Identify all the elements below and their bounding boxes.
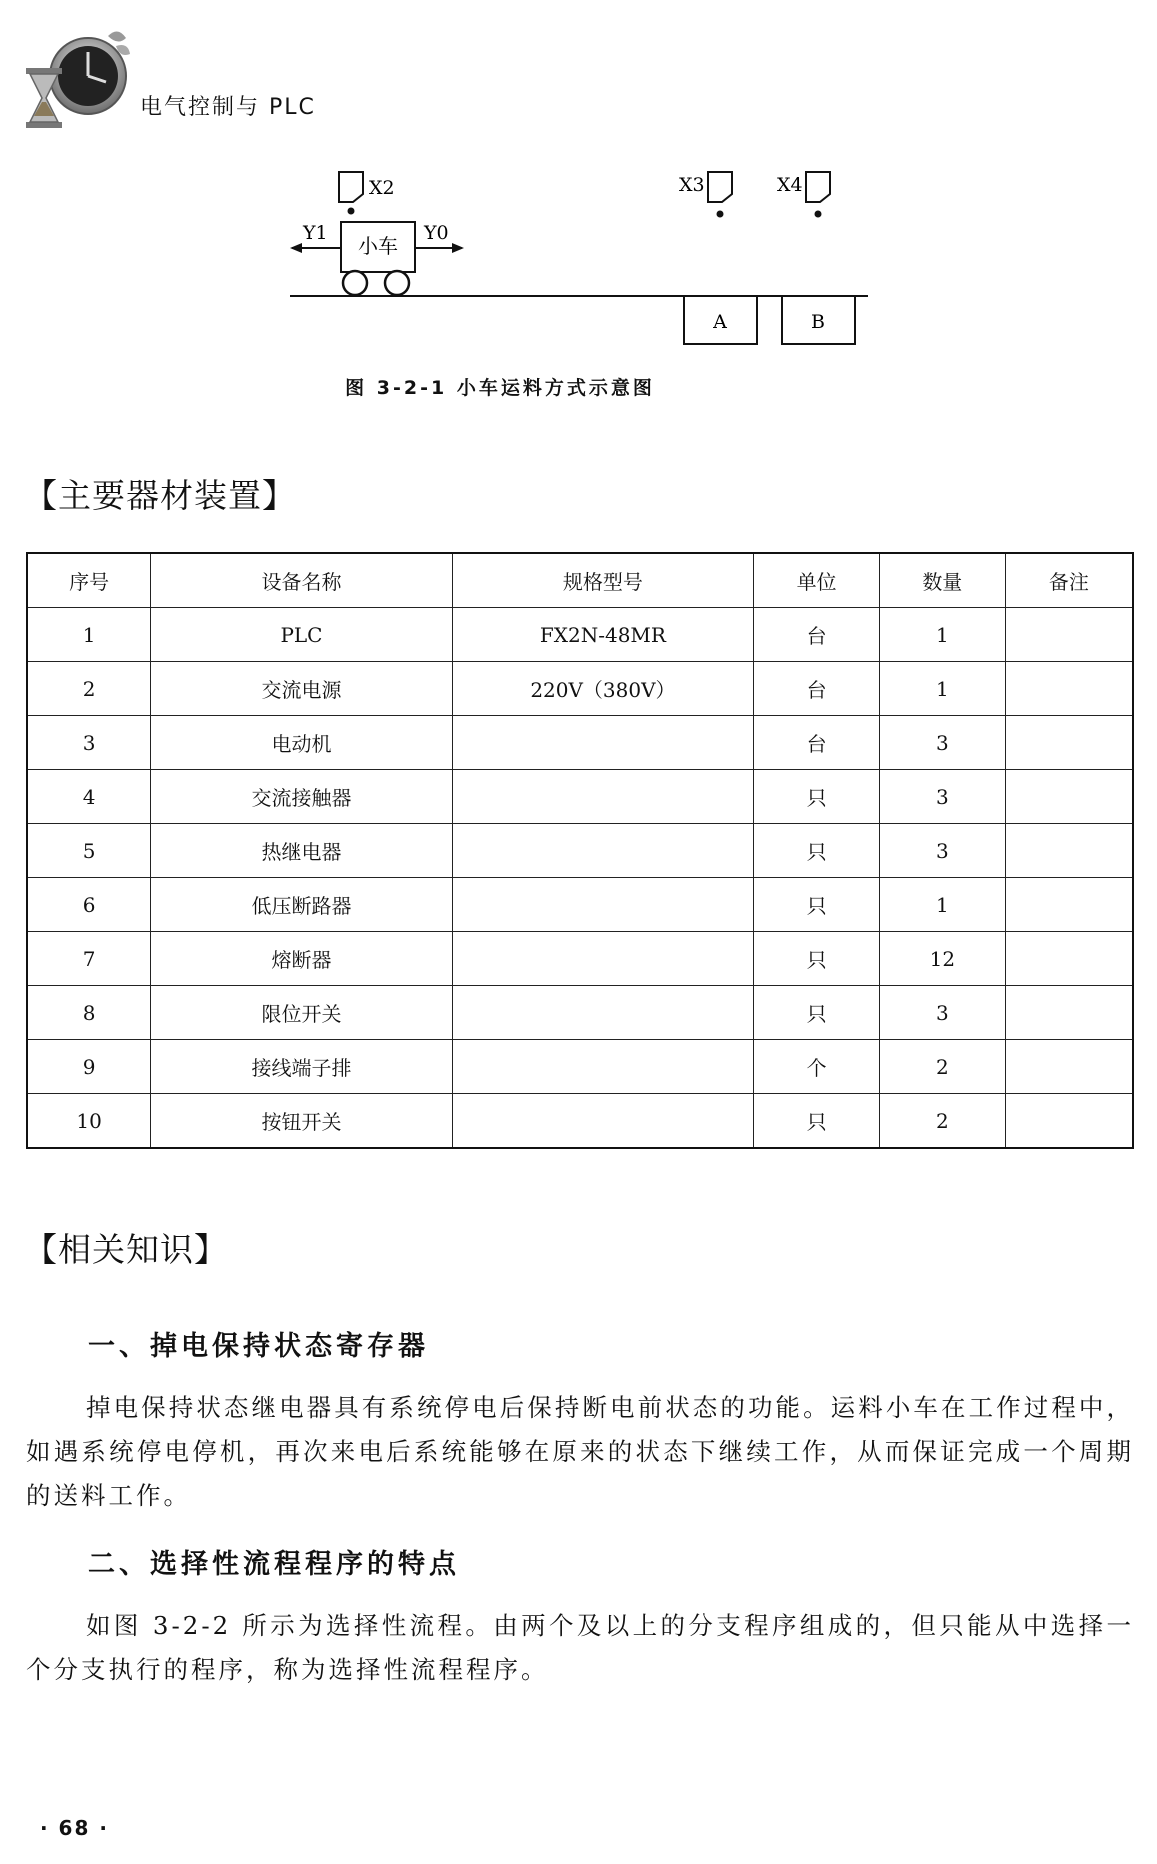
cell-notes: [1005, 878, 1133, 932]
cell-unit: 个: [754, 1040, 880, 1094]
x2-switch: [339, 172, 363, 202]
cell-model: [452, 770, 754, 824]
cell-qty: 2: [879, 1040, 1005, 1094]
cell-model: [452, 932, 754, 986]
cell-model: [452, 986, 754, 1040]
table-row: [27, 608, 1133, 662]
cell-index: 6: [27, 878, 151, 932]
x2-label: X2: [369, 177, 395, 199]
cell-model: FX2N-48MR: [452, 608, 754, 662]
cell-name: 按钮开关: [151, 1094, 452, 1149]
table-row: [27, 986, 1133, 1040]
cell-notes: [1005, 824, 1133, 878]
cell-index: 1: [27, 608, 151, 662]
table-row: [27, 932, 1133, 986]
cell-qty: 2: [879, 1094, 1005, 1149]
cell-unit: 台: [754, 716, 880, 770]
cell-notes: [1005, 986, 1133, 1040]
cell-model: 220V（380V）: [452, 662, 754, 716]
x4-switch: [806, 172, 830, 202]
cell-notes: [1005, 608, 1133, 662]
knowledge-section-title: 【相关知识】: [24, 1230, 228, 1269]
cell-qty: 3: [879, 716, 1005, 770]
cart-label: 小车: [358, 234, 398, 258]
y0-label: Y0: [424, 222, 449, 244]
cell-unit: 只: [754, 824, 880, 878]
cell-index: 5: [27, 824, 151, 878]
table-row: [27, 1094, 1133, 1149]
bin-b-label: B: [811, 311, 825, 333]
cell-index: 8: [27, 986, 151, 1040]
cell-notes: [1005, 932, 1133, 986]
cell-unit: 只: [754, 770, 880, 824]
subheading-selective-flow: 二、选择性流程程序的特点: [88, 1549, 460, 1580]
cell-unit: 台: [754, 608, 880, 662]
col-header-index: 序号: [27, 553, 151, 608]
x4-label: X4: [777, 174, 803, 196]
cell-name: 低压断路器: [151, 878, 452, 932]
cell-model: [452, 1094, 754, 1149]
col-header-model: 规格型号: [452, 553, 754, 608]
table-header-row: [27, 553, 1133, 608]
cell-index: 7: [27, 932, 151, 986]
cell-notes: [1005, 1094, 1133, 1149]
table-row: [27, 662, 1133, 716]
cell-notes: [1005, 662, 1133, 716]
cell-qty: 3: [879, 824, 1005, 878]
cell-notes: [1005, 1040, 1133, 1094]
book-title: 电气控制与 PLC: [140, 95, 316, 120]
cell-notes: [1005, 716, 1133, 770]
cell-name: 交流电源: [151, 662, 452, 716]
cell-model: [452, 824, 754, 878]
cell-unit: 只: [754, 878, 880, 932]
table-row: [27, 878, 1133, 932]
paragraph-selective-flow: 如图 3-2-2 所示为选择性流程。由两个及以上的分支程序组成的，但只能从中选择一个分支执行的程序，称为选择性流程程序。: [26, 1611, 1134, 1684]
cell-qty: 1: [879, 878, 1005, 932]
paragraph-power-loss-register: 掉电保持状态继电器具有系统停电后保持断电前状态的功能。运料小车在工作过程中，如遇系统停电停机，再次来电后系统能够在原来的状态下继续工作，从而保证完成一个周期的送料工作。: [26, 1393, 1134, 1510]
figure-caption: 图 3-2-1 小车运料方式示意图: [345, 377, 655, 399]
table-row: [27, 1040, 1133, 1094]
cell-notes: [1005, 770, 1133, 824]
cell-model: [452, 716, 754, 770]
figure-cart-diagram: [0, 0, 1157, 420]
x3-label: X3: [679, 174, 705, 196]
cart-wheel-left: [343, 271, 367, 295]
cart-diagram-svg: [0, 0, 1157, 420]
cell-qty: 12: [879, 932, 1005, 986]
equipment-section-title: 【主要器材装置】: [24, 476, 296, 515]
y1-arrow-head: [290, 243, 302, 253]
table-row: [27, 770, 1133, 824]
cell-model: [452, 1040, 754, 1094]
cart-wheel-right: [385, 271, 409, 295]
y0-arrow-head: [452, 243, 464, 253]
cell-unit: 只: [754, 986, 880, 1040]
cell-name: 热继电器: [151, 824, 452, 878]
page-number: · 68 ·: [40, 1816, 109, 1840]
cell-qty: 1: [879, 608, 1005, 662]
cell-index: 3: [27, 716, 151, 770]
cell-qty: 3: [879, 986, 1005, 1040]
cell-model: [452, 878, 754, 932]
cell-name: 限位开关: [151, 986, 452, 1040]
cell-index: 4: [27, 770, 151, 824]
y1-label: Y1: [303, 222, 328, 244]
cell-index: 2: [27, 662, 151, 716]
col-header-unit: 单位: [754, 553, 880, 608]
subheading-power-loss-register: 一、掉电保持状态寄存器: [88, 1331, 429, 1362]
cell-unit: 只: [754, 932, 880, 986]
cell-name: 电动机: [151, 716, 452, 770]
col-header-name: 设备名称: [151, 553, 452, 608]
cell-qty: 1: [879, 662, 1005, 716]
cell-name: 接线端子排: [151, 1040, 452, 1094]
x3-switch: [708, 172, 732, 202]
table-row: [27, 824, 1133, 878]
cell-name: 交流接触器: [151, 770, 452, 824]
cell-name: PLC: [151, 608, 452, 662]
col-header-notes: 备注: [1005, 553, 1133, 608]
cell-name: 熔断器: [151, 932, 452, 986]
bin-a-label: A: [713, 311, 727, 333]
cell-index: 10: [27, 1094, 151, 1149]
cell-unit: 只: [754, 1094, 880, 1149]
col-header-qty: 数量: [879, 553, 1005, 608]
cell-unit: 台: [754, 662, 880, 716]
table-row: [27, 716, 1133, 770]
equipment-table: [26, 552, 1134, 1149]
cell-qty: 3: [879, 770, 1005, 824]
cell-index: 9: [27, 1040, 151, 1094]
